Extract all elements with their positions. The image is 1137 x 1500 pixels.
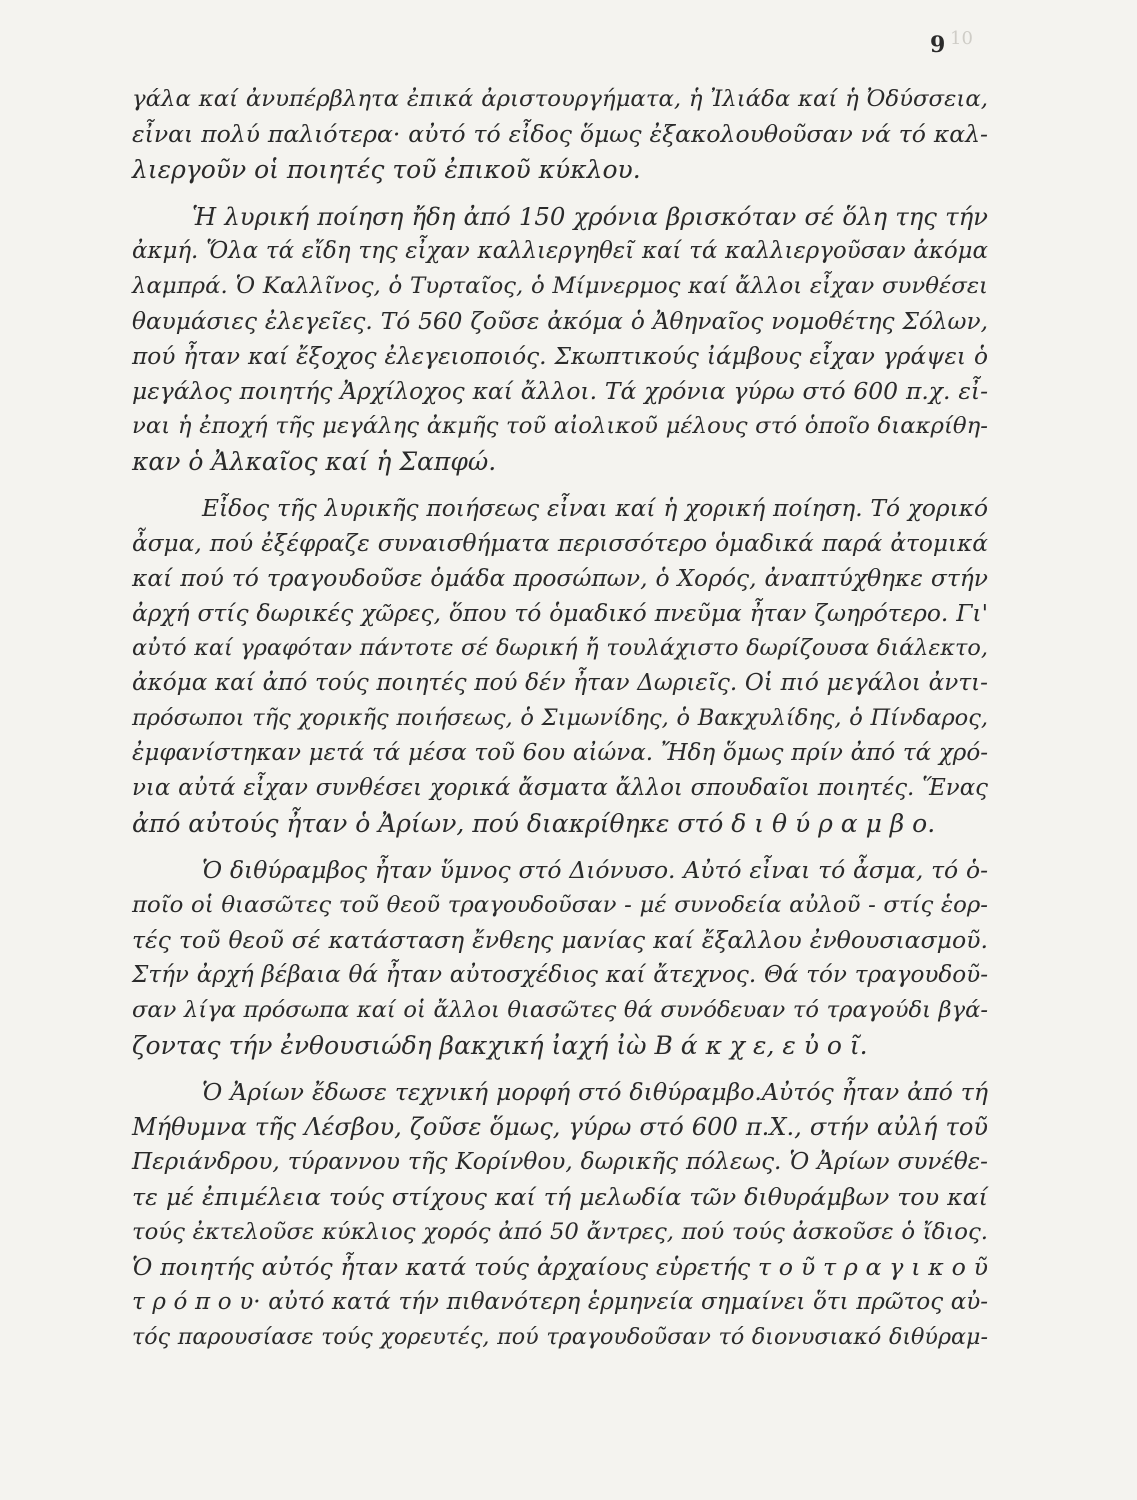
text-line: Ὁ ποιητής αὐτός ἦταν κατά τούς ἀρχαίους εὑρετής τ ο ῦ τ ρ α γ ι κ ο ῦ bbox=[132, 1253, 988, 1281]
text-line: τ ρ ό π ο υ· αὐτό κατά τήν πιθανότερη ἑρμηνεία σημαίνει ὅτι πρῶτος αὐ- bbox=[132, 1289, 988, 1315]
body-text bbox=[132, 82, 988, 1355]
text-line: Στήν ἀρχή βέβαια θά ἦταν αὐτοσχέδιος καί ἄτεχνος. Θά τόν τραγουδοῦ- bbox=[132, 962, 988, 988]
text-line: καν ὁ Ἀλκαῖος καί ἡ Σαπφώ. bbox=[132, 447, 497, 476]
text-line: ἀρχή στίς δωρικές χῶρες, ὅπου τό ὁμαδικό πνεῦμα ἦταν ζωηρότερο. Γι' bbox=[132, 599, 988, 627]
text-line: καί πού τό τραγουδοῦσε ὁμάδα προσώπων, ὁ Χορός, ἀναπτύχθηκε στήν bbox=[132, 564, 988, 592]
text-line: πού ἦταν καί ἔξοχος ἐλεγειοποιός. Σκωπτικούς ἰάμβους εἶχαν γράψει ὁ bbox=[132, 343, 988, 370]
text-line: ζοντας τήν ἐνθουσιώδη βακχική ἰαχή ἰὼ Β ά κ χ ε, ε ὐ ο ῖ. bbox=[132, 1031, 868, 1060]
text-line: τε μέ ἐπιμέλεια τούς στίχους καί τή μελωδία τῶν διθυράμβων του καί bbox=[132, 1183, 988, 1211]
text-line: τός παρουσίασε τούς χορευτές, πού τραγουδοῦσαν τό διονυσιακό διθύραμ- bbox=[132, 1324, 988, 1350]
text-line: σαν λίγα πρόσωπα καί οἱ ἄλλοι θιασῶτες θά συνόδευαν τό τραγούδι βγά- bbox=[132, 997, 988, 1023]
text-line: ἀκόμα καί ἀπό τούς ποιητές πού δέν ἦταν Δωριεῖς. Οἱ πιό μεγάλοι ἀντι- bbox=[132, 670, 988, 696]
text-line: Εἶδος τῆς λυρικῆς ποιήσεως εἶναι καί ἡ χορική ποίηση. Τό χορικό bbox=[202, 495, 988, 522]
text-line: αὐτό καί γραφόταν πάντοτε σέ δωρική ἤ τουλάχιστο δωρίζουσα διάλεκτο, bbox=[132, 635, 988, 661]
text-line: μεγάλος ποιητής Ἀρχίλοχος καί ἄλλοι. Τά χρόνια γύρω στό 600 π.χ. εἶ- bbox=[132, 377, 988, 405]
paragraph bbox=[132, 199, 988, 479]
text-line: γάλα καί ἀνυπέρβλητα ἐπικά ἀριστουργήματα, ἡ Ἰλιάδα καί ἡ Ὀδύσσεια, bbox=[132, 86, 988, 112]
text-line: θαυμάσιες ἐλεγεῖες. Τό 560 ζοῦσε ἀκόμα ὁ Ἀθηναῖος νομοθέτης Σόλων, bbox=[132, 308, 988, 335]
text-line: τούς ἐκτελοῦσε κύκλιος χορός ἀπό 50 ἄντρες, πού τούς ἀσκοῦσε ὁ ἴδιος. bbox=[132, 1219, 988, 1245]
page-number: 9 bbox=[930, 32, 946, 58]
text-line: λιεργοῦν οἱ ποιητές τοῦ ἐπικοῦ κύκλου. bbox=[132, 155, 641, 184]
text-line: Ὁ διθύραμβος ἦταν ὕμνος στό Διόνυσο. Αὐτό εἶναι τό ἆσμα, τό ὁ- bbox=[202, 856, 988, 884]
text-line: λαμπρά. Ὁ Καλλῖνος, ὁ Τυρταῖος, ὁ Μίμνερμος καί ἄλλοι εἶχαν συνθέσει bbox=[132, 273, 988, 299]
text-line: Ἡ λυρική ποίηση ἤδη ἀπό 150 χρόνια βρισκόταν σέ ὅλη της τήν bbox=[192, 202, 988, 231]
paragraph bbox=[132, 491, 988, 841]
text-line: ἀκμή. Ὅλα τά εἴδη της εἶχαν καλλιεργηθεῖ καί τά καλλιεργοῦσαν ἀκόμα bbox=[132, 238, 988, 264]
text-line: ποῖο οἱ θιασῶτες τοῦ θεοῦ τραγουδοῦσαν - μέ συνοδεία αὐλοῦ - στίς ἑορ- bbox=[132, 892, 988, 918]
bleed-through-page-number: 10 bbox=[950, 28, 973, 49]
text-line: πρόσωποι τῆς χορικῆς ποιήσεως, ὁ Σιμωνίδης, ὁ Βακχυλίδης, ὁ Πίνδαρος, bbox=[132, 705, 988, 731]
text-line: Περιάνδρου, τύραννου τῆς Κορίνθου, δωρικῆς πόλεως. Ὁ Ἀρίων συνέθε- bbox=[132, 1149, 988, 1175]
paragraph bbox=[132, 82, 988, 187]
paragraph bbox=[132, 1075, 988, 1355]
text-line: νια αὐτά εἶχαν συνθέσει χορικά ἄσματα ἄλλοι σπουδαῖοι ποιητές. Ἕνας bbox=[132, 775, 988, 801]
text-line: Ὁ Ἀρίων ἔδωσε τεχνική μορφή στό διθύραμβο.Αὐτός ἦταν ἀπό τή bbox=[202, 1078, 988, 1106]
text-line: ἐμφανίστηκαν μετά τά μέσα τοῦ 6ου αἰώνα. Ἤδη ὅμως πρίν ἀπό τά χρό- bbox=[132, 740, 988, 766]
text-line: Μήθυμνα τῆς Λέσβου, ζοῦσε ὅμως, γύρω στό 600 π.Χ., στήν αὐλή τοῦ bbox=[132, 1113, 988, 1141]
text-line: ἆσμα, πού ἐξέφραζε συναισθήματα περισσότερο ὁμαδικά παρά ἀτομικά bbox=[132, 530, 988, 557]
paragraph bbox=[132, 853, 988, 1063]
text-line: ἀπό αὐτούς ἦταν ὁ Ἀρίων, πού διακρίθηκε στό δ ι θ ύ ρ α μ β ο. bbox=[132, 809, 936, 838]
text-line: εἶναι πολύ παλιότερα· αὐτό τό εἶδος ὅμως ἐξακολουθοῦσαν νά τό καλ- bbox=[132, 120, 988, 148]
text-line: ναι ἡ ἐποχή τῆς μεγάλης ἀκμῆς τοῦ αἰολικοῦ μέλους στό ὁποῖο διακρίθη- bbox=[132, 413, 988, 439]
text-line: τές τοῦ θεοῦ σέ κατάσταση ἔνθεης μανίας καί ἔξαλλου ἐνθουσιασμοῦ. bbox=[132, 926, 988, 954]
